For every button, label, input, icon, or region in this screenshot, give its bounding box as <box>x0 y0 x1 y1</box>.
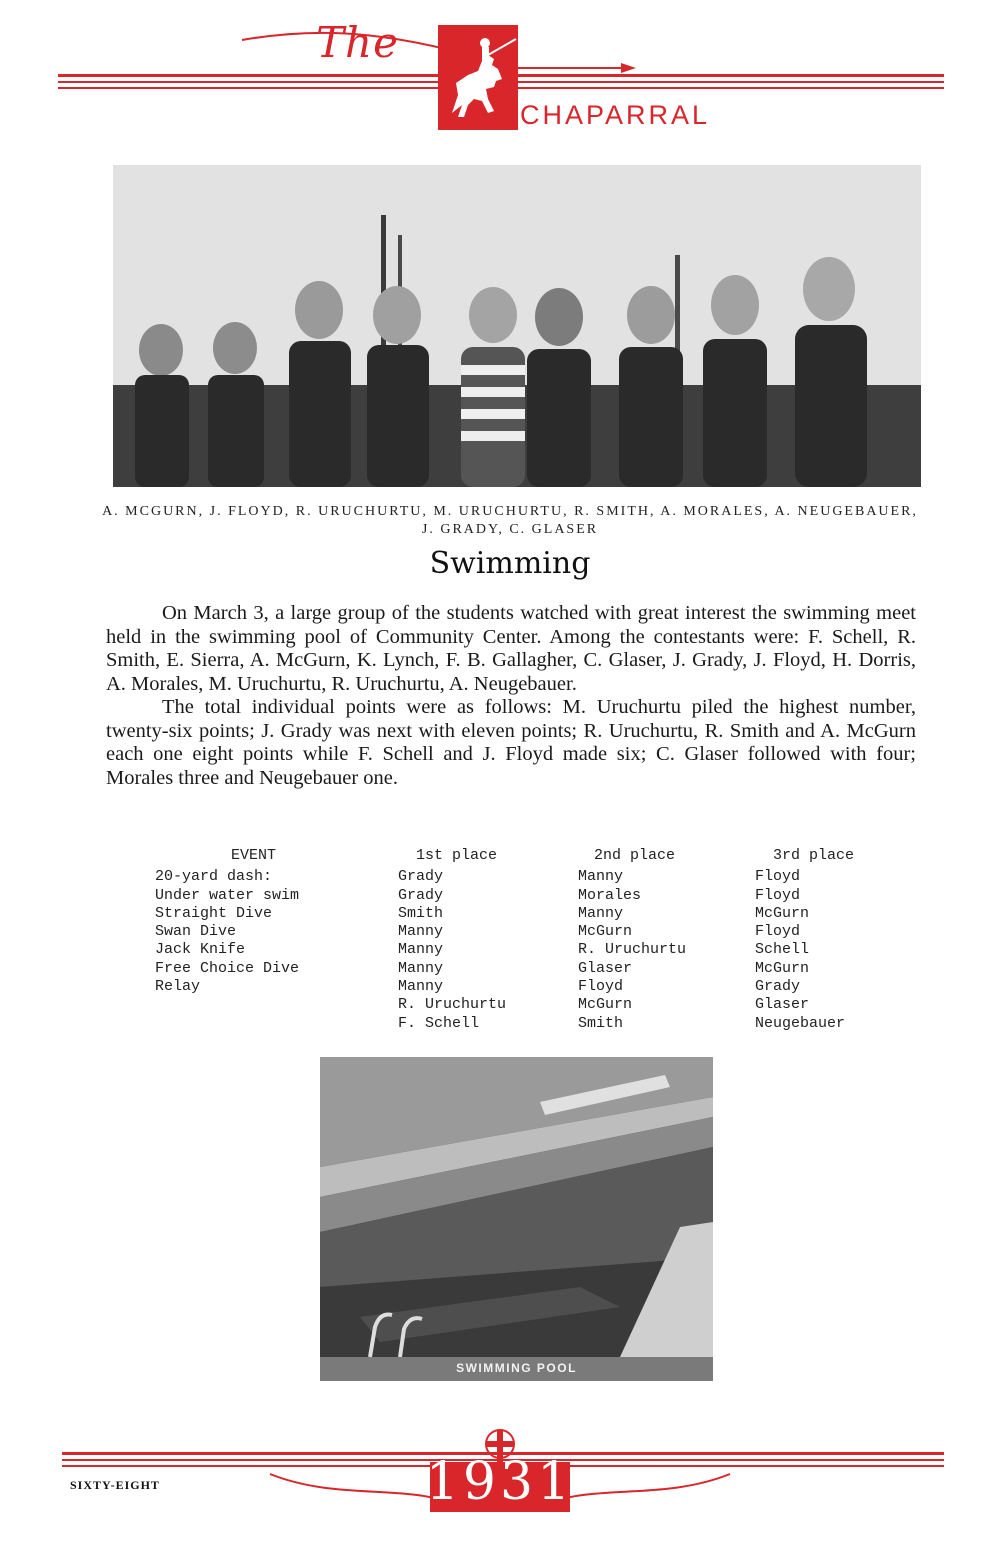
article-paragraph: The total individual points were as follows: M. Uruchurtu piled the highest number, twenty-six points; J. Grady was next with eleven points; R. Uruchurtu, R. Smith and A. McGurn each one eight points while F. Schell and J. Floyd made six; C. Glaser followed with four; Morales three and Neugebauer one. <box>106 696 916 789</box>
pool-photo-image <box>320 1057 713 1381</box>
second-place-cell: Smith <box>578 1014 624 1032</box>
event-cell: 20-yard dash: <box>155 868 273 886</box>
pool-photo <box>320 1057 713 1381</box>
first-place-cell: Grady <box>398 886 444 904</box>
event-cell: Relay <box>155 978 201 996</box>
first-place-cell: Manny <box>398 978 444 996</box>
lance-icon <box>518 60 638 74</box>
pool-photo-label: SWIMMING POOL <box>456 1361 577 1375</box>
third-place-cell: Neugebauer <box>755 1014 846 1032</box>
second-place-header: 2nd place <box>594 847 676 864</box>
third-place-cell: Grady <box>755 978 801 996</box>
second-place-cell: Manny <box>578 868 624 886</box>
third-place-cell: McGurn <box>755 959 810 977</box>
team-photo-image <box>113 165 921 487</box>
event-cell: Free Choice Dive <box>155 959 300 977</box>
first-place-column <box>398 847 506 1033</box>
third-place-cell: Floyd <box>755 923 801 941</box>
first-place-cell: F. Schell <box>398 1014 480 1032</box>
second-place-column <box>578 847 686 1033</box>
event-cell: Under water swim <box>155 886 300 904</box>
second-place-cell: Glaser <box>578 959 633 977</box>
first-place-cell: Manny <box>398 941 444 959</box>
first-place-cell: Manny <box>398 923 444 941</box>
article-title: Swimming <box>429 546 591 581</box>
third-place-column <box>755 847 854 1033</box>
page-number: SIXTY-EIGHT <box>70 1478 160 1492</box>
third-place-header: 3rd place <box>773 847 855 864</box>
third-place-cell: Floyd <box>755 868 801 886</box>
header-publication: CHAPARRAL <box>520 100 711 130</box>
second-place-cell: Manny <box>578 904 624 922</box>
event-cell: Swan Dive <box>155 923 237 941</box>
third-place-cell: Floyd <box>755 886 801 904</box>
second-place-cell: McGurn <box>578 996 633 1014</box>
third-place-cell: Glaser <box>755 996 810 1014</box>
first-place-header: 1st place <box>416 847 498 864</box>
article-body <box>106 602 916 790</box>
third-place-cell: Schell <box>755 941 810 959</box>
knight-logo <box>438 25 518 130</box>
second-place-cell: Floyd <box>578 978 624 996</box>
first-place-cell: Grady <box>398 868 444 886</box>
first-place-cell: Manny <box>398 959 444 977</box>
article-paragraph: On March 3, a large group of the students watched with great interest the swimming meet held in the swimming pool of Community Center. Among the contestants were: F. Schell, R. Smith, E. Sierra, A. McGurn, K. Lynch, F. B. Gallagher, C. Glaser, J. Grady, J. Floyd, H. Dorris, A. Morales, M. Uruchurtu, R. Uruchurtu, A. Neugebauer. <box>106 602 916 695</box>
first-place-cell: R. Uruchurtu <box>398 996 507 1014</box>
second-place-cell: Morales <box>578 886 642 904</box>
event-cell: Straight Dive <box>155 904 273 922</box>
team-photo <box>113 165 921 487</box>
third-place-cell: McGurn <box>755 904 810 922</box>
second-place-cell: McGurn <box>578 923 633 941</box>
horse-rider-icon <box>438 25 518 130</box>
event-column <box>155 847 299 996</box>
event-cell: Jack Knife <box>155 941 246 959</box>
event-header: EVENT <box>231 847 277 864</box>
second-place-cell: R. Uruchurtu <box>578 941 687 959</box>
header-the-text: The <box>316 18 399 67</box>
footer-year: 1931 <box>425 1452 575 1512</box>
first-place-cell: Smith <box>398 904 444 922</box>
team-photo-caption: A. MCGURN, J. FLOYD, R. URUCHURTU, M. URUCHURTU, R. SMITH, A. MORALES, A. NEUGEBAUER, J. GRADY, C. GLASER <box>102 504 918 537</box>
